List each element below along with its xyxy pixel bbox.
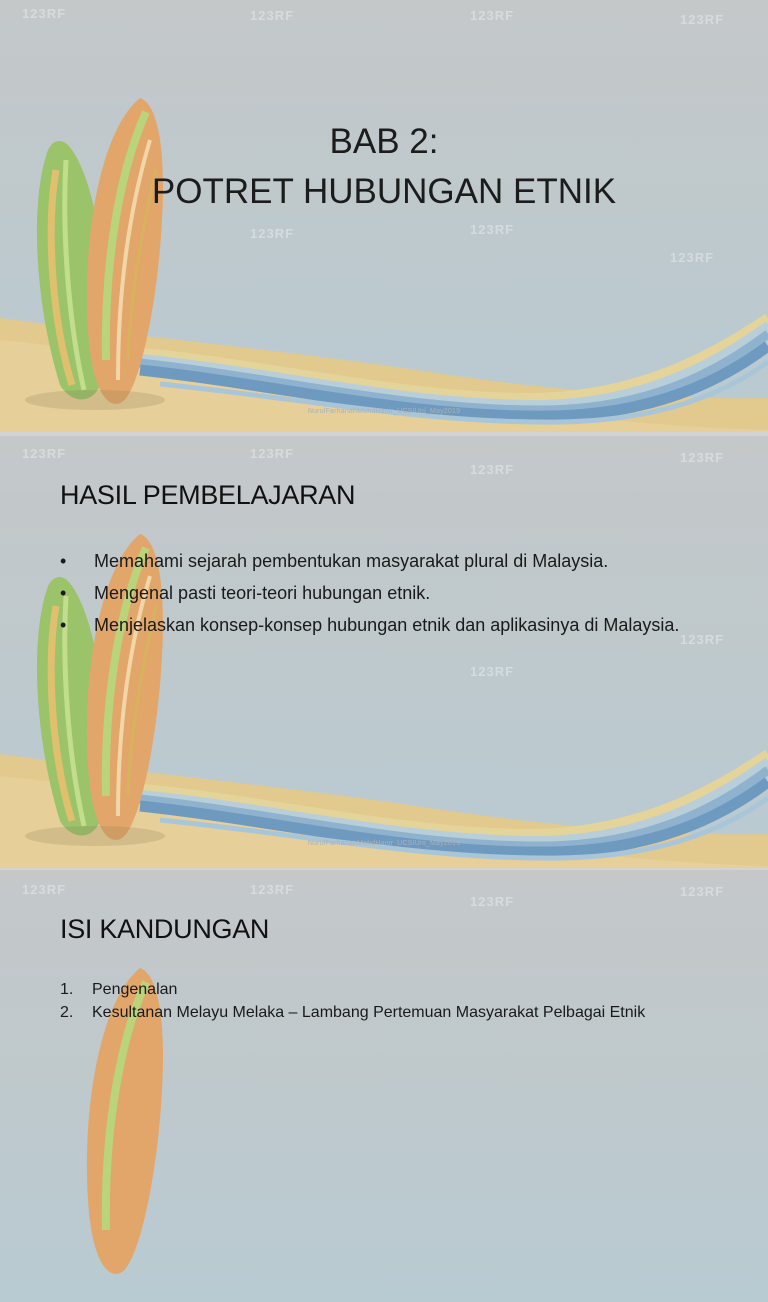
list-number: 1.: [60, 981, 74, 998]
watermark: 123RF: [250, 446, 295, 461]
watermark: 123RF: [250, 8, 295, 23]
list-item: [60, 978, 740, 1001]
beach-background: [0, 0, 768, 432]
list-number: 2.: [60, 1004, 74, 1021]
list-item: [60, 582, 710, 605]
slide-heading: HASIL PEMBELAJARAN: [60, 480, 356, 510]
watermark: 123RF: [470, 894, 515, 909]
watermark: 123RF: [680, 12, 725, 27]
author-credit: NurulFarhanahMohdHanir_UCSIUni_May2019: [307, 408, 461, 415]
watermark: 123RF: [470, 462, 515, 477]
bullet-icon: •: [60, 583, 67, 603]
list-item-text: Menjelaskan konsep-konsep hubungan etnik dan aplikasinya di Malaysia.: [94, 615, 680, 635]
numbered-list: [60, 978, 740, 1024]
watermark: 123RF: [670, 250, 715, 265]
list-item: [60, 614, 710, 637]
list-item: [60, 550, 710, 573]
slide-title-line2: POTRET HUBUNGAN ETNIK: [151, 172, 617, 211]
bullet-list: [60, 550, 710, 646]
slide-title: [0, 0, 768, 432]
watermark: 123RF: [470, 222, 515, 237]
watermark: 123RF: [470, 664, 515, 679]
watermark: 123RF: [22, 882, 67, 897]
slide-contents: [0, 870, 768, 1302]
slide-learning-outcomes: [0, 436, 768, 868]
watermark: 123RF: [22, 446, 67, 461]
bullet-icon: •: [60, 615, 67, 635]
watermark: 123RF: [250, 226, 295, 241]
list-item-text: Kesultanan Melayu Melaka – Lambang Pertemuan Masyarakat Pelbagai Etnik: [92, 1004, 646, 1021]
list-item-text: Pengenalan: [92, 981, 178, 998]
watermark: 123RF: [680, 450, 725, 465]
watermark: 123RF: [22, 6, 67, 21]
watermark: 123RF: [680, 884, 725, 899]
list-item: [60, 1001, 740, 1024]
watermark: 123RF: [470, 8, 515, 23]
list-item-text: Memahami sejarah pembentukan masyarakat plural di Malaysia.: [94, 551, 609, 571]
slide-title-line1: BAB 2:: [329, 122, 439, 161]
bullet-icon: •: [60, 551, 67, 571]
watermark: 123RF: [680, 632, 725, 647]
list-item-text: Mengenal pasti teori-teori hubungan etnik.: [94, 583, 431, 603]
author-credit: NurulFarhanahMohdHanir_UCSIUni_May2019: [307, 840, 461, 847]
watermark: 123RF: [250, 882, 295, 897]
slide-heading: ISI KANDUNGAN: [60, 914, 270, 944]
